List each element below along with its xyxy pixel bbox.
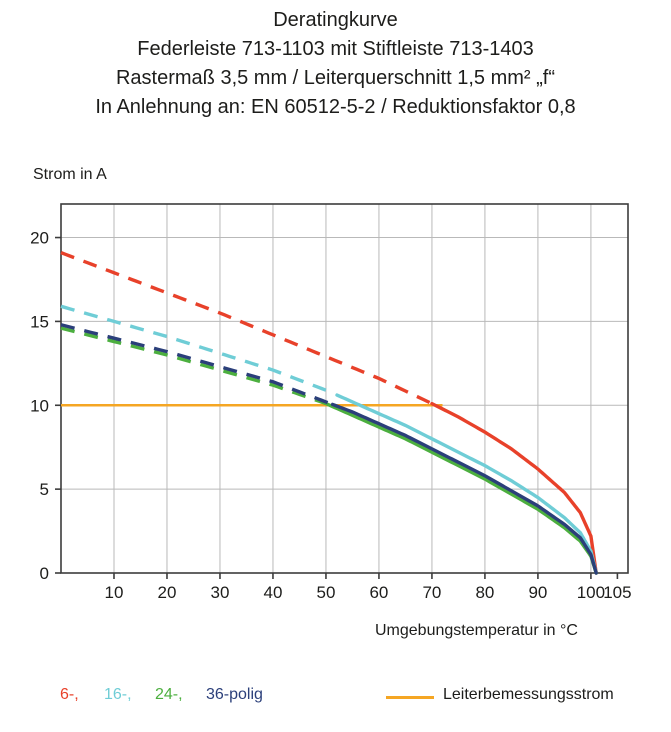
chart-legend: [0, 686, 671, 710]
x-tick-label: 90: [528, 583, 548, 602]
x-tick-label: 50: [316, 583, 336, 602]
legend-reference-line-swatch: [386, 696, 434, 699]
title-line-3: Rastermaß 3,5 mm / Leiterquerschnitt 1,5 mm² „f“: [115, 67, 555, 89]
series-line-solid-1: [432, 404, 596, 573]
legend-item-6-polig: 6-,: [60, 686, 79, 703]
y-tick-label: 20: [30, 228, 49, 248]
x-tick-label: 70: [422, 583, 442, 602]
plot-frame: [61, 204, 628, 573]
x-tick-label: 20: [157, 583, 177, 602]
y-tick-label: 0: [39, 564, 49, 583]
legend-item-reference: Leiterbemessungsstrom: [443, 686, 614, 703]
title-line-2: Federleiste 713-1103 mit Stiftleiste 713-1403: [137, 38, 534, 60]
legend-item-36-polig: 36-polig: [206, 686, 263, 703]
series-line-dashed-1: [61, 253, 432, 404]
y-tick-label: 10: [30, 396, 49, 416]
series-line-dashed-2: [61, 306, 335, 394]
y-tick-label: 5: [39, 480, 49, 500]
x-tick-label: 80: [475, 583, 495, 602]
legend-item-16-polig: 16-,: [104, 686, 132, 703]
x-tick-label: 60: [369, 583, 389, 602]
title-line-1: Deratingkurve: [273, 9, 398, 31]
series-line-dashed-4: [61, 325, 330, 404]
x-tick-label: 100: [576, 583, 606, 602]
y-tick-label: 15: [30, 312, 49, 332]
legend-item-24-polig: 24-,: [155, 686, 183, 703]
title-line-4: In Anlehnung an: EN 60512-5-2 / Reduktionsfaktor 0,8: [95, 96, 576, 118]
series-line-solid-3: [326, 404, 596, 573]
x-tick-label: 105: [603, 583, 632, 602]
x-tick-label: 30: [210, 583, 230, 602]
x-tick-label: 10: [104, 583, 124, 602]
x-axis-label: Umgebungstemperatur in °C: [375, 622, 578, 639]
x-tick-label: 40: [263, 583, 283, 602]
y-axis-label: Strom in A: [33, 166, 107, 183]
